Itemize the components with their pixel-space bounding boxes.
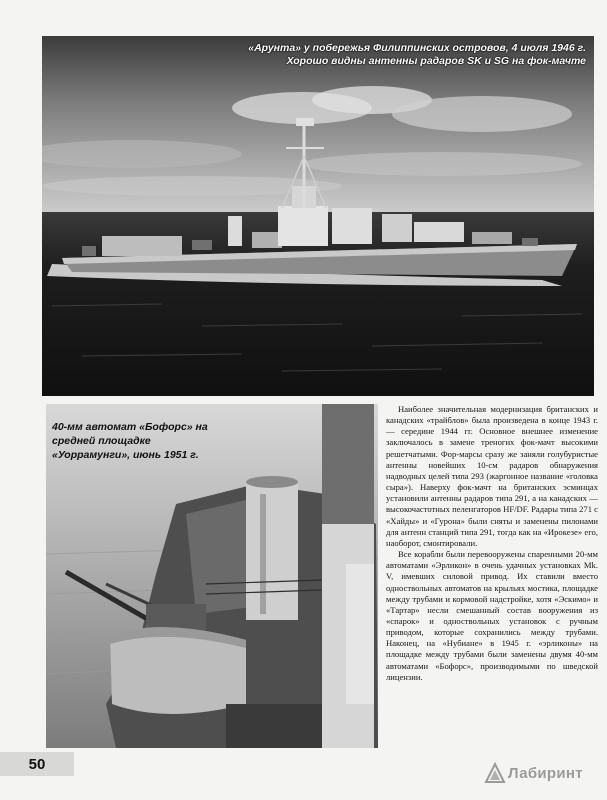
article-text	[386, 404, 598, 750]
labirint-logo-icon	[484, 762, 506, 784]
labirint-watermark	[484, 758, 600, 788]
top-caption-line1: «Арунта» у побережья Филиппинских островов, 4 июля 1946 г.	[248, 42, 586, 54]
article-paragraph-1: Наиболее значительная модернизация британских и канадских «трайблов» была произведена в конце 1943 г. — середине 1944 гг. Основное внешнее изменение заключалось в замене треногих фок-мачт высокими решетчатыми. Фор-марсы сразу же заняли голубуристые антенны новейших 10-см радаров обнаружения надводных целей типа 293 (жаргонное название «головка сыра»). Наверху фок-мачт на британских эсминцах установили антенны радаров типа 291, а на канадских — высокочастотных пеленгаторов HF/DF. Радары типа 271 с «Хайды» и «Гурона» были сняты и заменены пилонами для антенн станций типа 291, тогда как на «Ирокезе» его, наоборот, смонтировали.	[386, 404, 598, 548]
page-number: 50	[0, 752, 74, 776]
article-paragraph-2: Все корабли были перевооружены спаренными 20-мм автоматами «Эрликон» в очень удачных установках Mk. V, имевших силовой привод. Их ставили вместо одноствольных автоматов на крыльях мостика, площадке между трубами и кормовой надстройке, хотя «Эскимо» и «Тартар» несли смешанный состав вооружения из «спарок» и одноствольных установок с ручным приводом, которые сохранились между трубами. Наконец, на «Нубиане» в 1945 г. «эрликоны» на площадке между трубами были заменены двумя 40-мм автоматами «Бофорс», производимыми по шведской лицензии.	[386, 549, 598, 682]
ship-photo-arunta	[42, 36, 594, 396]
bottom-photo-caption: 40-мм автомат «Бофорс» на средней площадке «Уоррамунги», июнь 1951 г.	[52, 421, 208, 461]
top-photo-caption	[170, 42, 586, 68]
top-caption-line2: Хорошо видны антенны радаров SK и SG на фок-мачте	[286, 55, 586, 67]
watermark-text: Лабиринт	[508, 764, 583, 782]
